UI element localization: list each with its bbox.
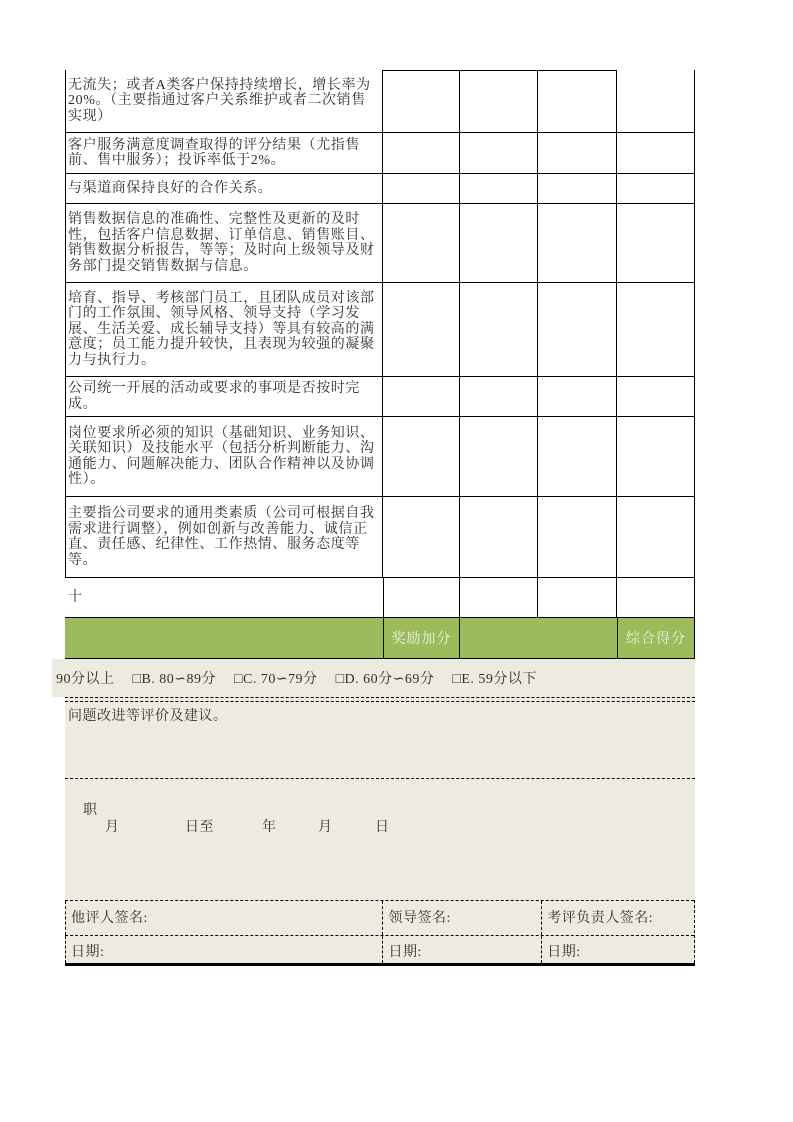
peer-signature-label: 他评人签名:	[71, 911, 148, 926]
peer-signature-cell[interactable]	[65, 901, 382, 935]
period-date-token: 日至	[185, 820, 214, 835]
score-cell[interactable]	[460, 133, 538, 174]
position-label: 职	[83, 803, 98, 818]
score-cell[interactable]	[617, 70, 695, 133]
comments-section-label: 问题改进等评价及建议。	[68, 709, 228, 724]
score-cell[interactable]	[460, 283, 538, 377]
summary-row	[65, 617, 695, 659]
score-cell[interactable]	[460, 578, 538, 617]
bottom-thick-rule	[65, 963, 695, 966]
score-cell[interactable]	[383, 417, 460, 497]
period-date-token: 日	[375, 820, 390, 835]
table-top-border	[383, 70, 617, 71]
score-cell[interactable]	[383, 204, 460, 283]
score-cell[interactable]	[383, 174, 460, 204]
score-cell[interactable]	[460, 174, 538, 204]
score-cell[interactable]	[538, 204, 617, 283]
score-cell[interactable]	[538, 578, 617, 617]
peer-date-label: 日期:	[71, 945, 105, 960]
score-cell[interactable]	[383, 578, 460, 617]
criteria-text-cell: 无流失；或者A类客户保持持续增长，增长率为20%。（主要指通过客户关系维护或者二次销售实现）	[65, 70, 383, 133]
table-left-border	[65, 70, 66, 578]
appraisal-period-line	[65, 816, 695, 834]
comments-entry-area[interactable]	[65, 722, 695, 778]
score-cell[interactable]	[617, 377, 695, 417]
score-cell[interactable]	[538, 417, 617, 497]
criteria-row	[65, 497, 695, 578]
score-cell[interactable]	[538, 70, 617, 133]
divider-dashed-middle	[65, 778, 695, 779]
assessor-date-label: 日期:	[547, 945, 581, 960]
score-cell[interactable]	[617, 174, 695, 204]
score-cell[interactable]	[538, 377, 617, 417]
score-cell[interactable]	[460, 70, 538, 133]
composite-score-label: 综合得分	[626, 632, 686, 647]
score-cell[interactable]	[383, 70, 460, 133]
score-cell[interactable]	[617, 283, 695, 377]
criteria-text-cell: 培育、指导、考核部门员工，且团队成员对该部门的工作氛围、领导风格、领导支持（学习发展、生活关爱、成长辅导支持）等具有较高的满意度；员工能力提升较快，且表现为较强的凝聚力与执行力。	[65, 283, 383, 377]
criteria-text-cell: 销售数据信息的准确性、完整性及更新的及时性，包括客户信息数据、订单信息、销售账目、销售数据分析报告，等等；及时向上级领导及财务部门提交销售数据与信息。	[65, 204, 383, 283]
leader-date-label: 日期:	[388, 945, 422, 960]
score-cell[interactable]	[617, 497, 695, 578]
score-cell[interactable]	[538, 133, 617, 174]
score-cell[interactable]	[538, 283, 617, 377]
criteria-text-cell: 十	[68, 589, 83, 605]
criteria-text-cell: 客户服务满意度调查取得的评分结果（尤指售前、售中服务）；投诉率低于2%。	[65, 133, 383, 174]
bonus-points-label: 奖励加分	[391, 632, 452, 647]
criteria-text-cell: 主要指公司要求的通用类素质（公司可根据自我需求进行调整），例如创新与改善能力、诚信正直、责任感、纪律性、工作热情、服务态度等等。	[65, 497, 383, 578]
score-cell[interactable]	[383, 133, 460, 174]
peer-date-cell[interactable]	[65, 936, 382, 963]
score-cell[interactable]	[617, 133, 695, 174]
leader-signature-cell[interactable]	[382, 901, 541, 935]
divider-dashed-lower	[65, 701, 695, 702]
leader-signature-label: 领导签名:	[388, 911, 451, 926]
score-cell[interactable]	[617, 578, 695, 617]
score-cell[interactable]	[617, 204, 695, 283]
signature-table	[65, 900, 695, 963]
score-cell[interactable]	[538, 174, 617, 204]
criteria-row	[65, 70, 695, 133]
signature-name-row	[65, 900, 694, 935]
rating-option-checkbox[interactable]: □D. 60分∽69分	[335, 672, 435, 687]
rating-scale-options	[56, 668, 555, 688]
criteria-table-rows	[65, 70, 695, 617]
rating-option-checkbox[interactable]: □C. 70∽79分	[234, 672, 318, 687]
rating-option-checkbox[interactable]: □E. 59分以下	[452, 672, 537, 687]
criteria-row	[65, 204, 695, 283]
summary-empty-cell-left[interactable]	[65, 618, 383, 658]
assessor-signature-cell[interactable]	[541, 901, 694, 935]
criteria-text-cell: 公司统一开展的活动或要求的事项是否按时完成。	[65, 377, 383, 417]
score-cell[interactable]	[460, 204, 538, 283]
score-cell[interactable]	[460, 377, 538, 417]
signature-date-row	[65, 935, 694, 963]
divider-dashed-upper	[65, 697, 695, 698]
bonus-points-header	[383, 618, 460, 658]
score-cell[interactable]	[460, 417, 538, 497]
period-date-token: 月	[105, 820, 120, 835]
score-cell[interactable]	[538, 497, 617, 578]
period-date-token: 年	[262, 820, 277, 835]
score-cell[interactable]	[383, 497, 460, 578]
assessor-signature-label: 考评负责人签名:	[547, 911, 654, 926]
criteria-text-cell: 岗位要求所必须的知识（基础知识、业务知识、关联知识）及技能水平（包括分析判断能力、沟通能力、问题解决能力、团队合作精神以及协调性）。	[65, 417, 383, 497]
criteria-row	[65, 133, 695, 174]
score-cell[interactable]	[383, 283, 460, 377]
criteria-row	[65, 174, 695, 204]
leader-date-cell[interactable]	[382, 936, 541, 963]
criteria-row	[65, 377, 695, 417]
criteria-text-cell: 与渠道商保持良好的合作关系。	[65, 174, 383, 204]
criteria-row	[65, 283, 695, 377]
assessor-date-cell[interactable]	[541, 936, 694, 963]
total-row	[65, 578, 695, 617]
score-cell[interactable]	[383, 377, 460, 417]
rating-option-clipped: 90分以上	[56, 672, 115, 687]
period-date-token: 月	[318, 820, 333, 835]
bonus-points-value-cell[interactable]	[460, 618, 617, 658]
score-cell[interactable]	[460, 497, 538, 578]
rating-option-checkbox[interactable]: □B. 80∽89分	[132, 672, 217, 687]
criteria-row	[65, 417, 695, 497]
score-cell[interactable]	[617, 417, 695, 497]
composite-score-header	[617, 618, 695, 658]
